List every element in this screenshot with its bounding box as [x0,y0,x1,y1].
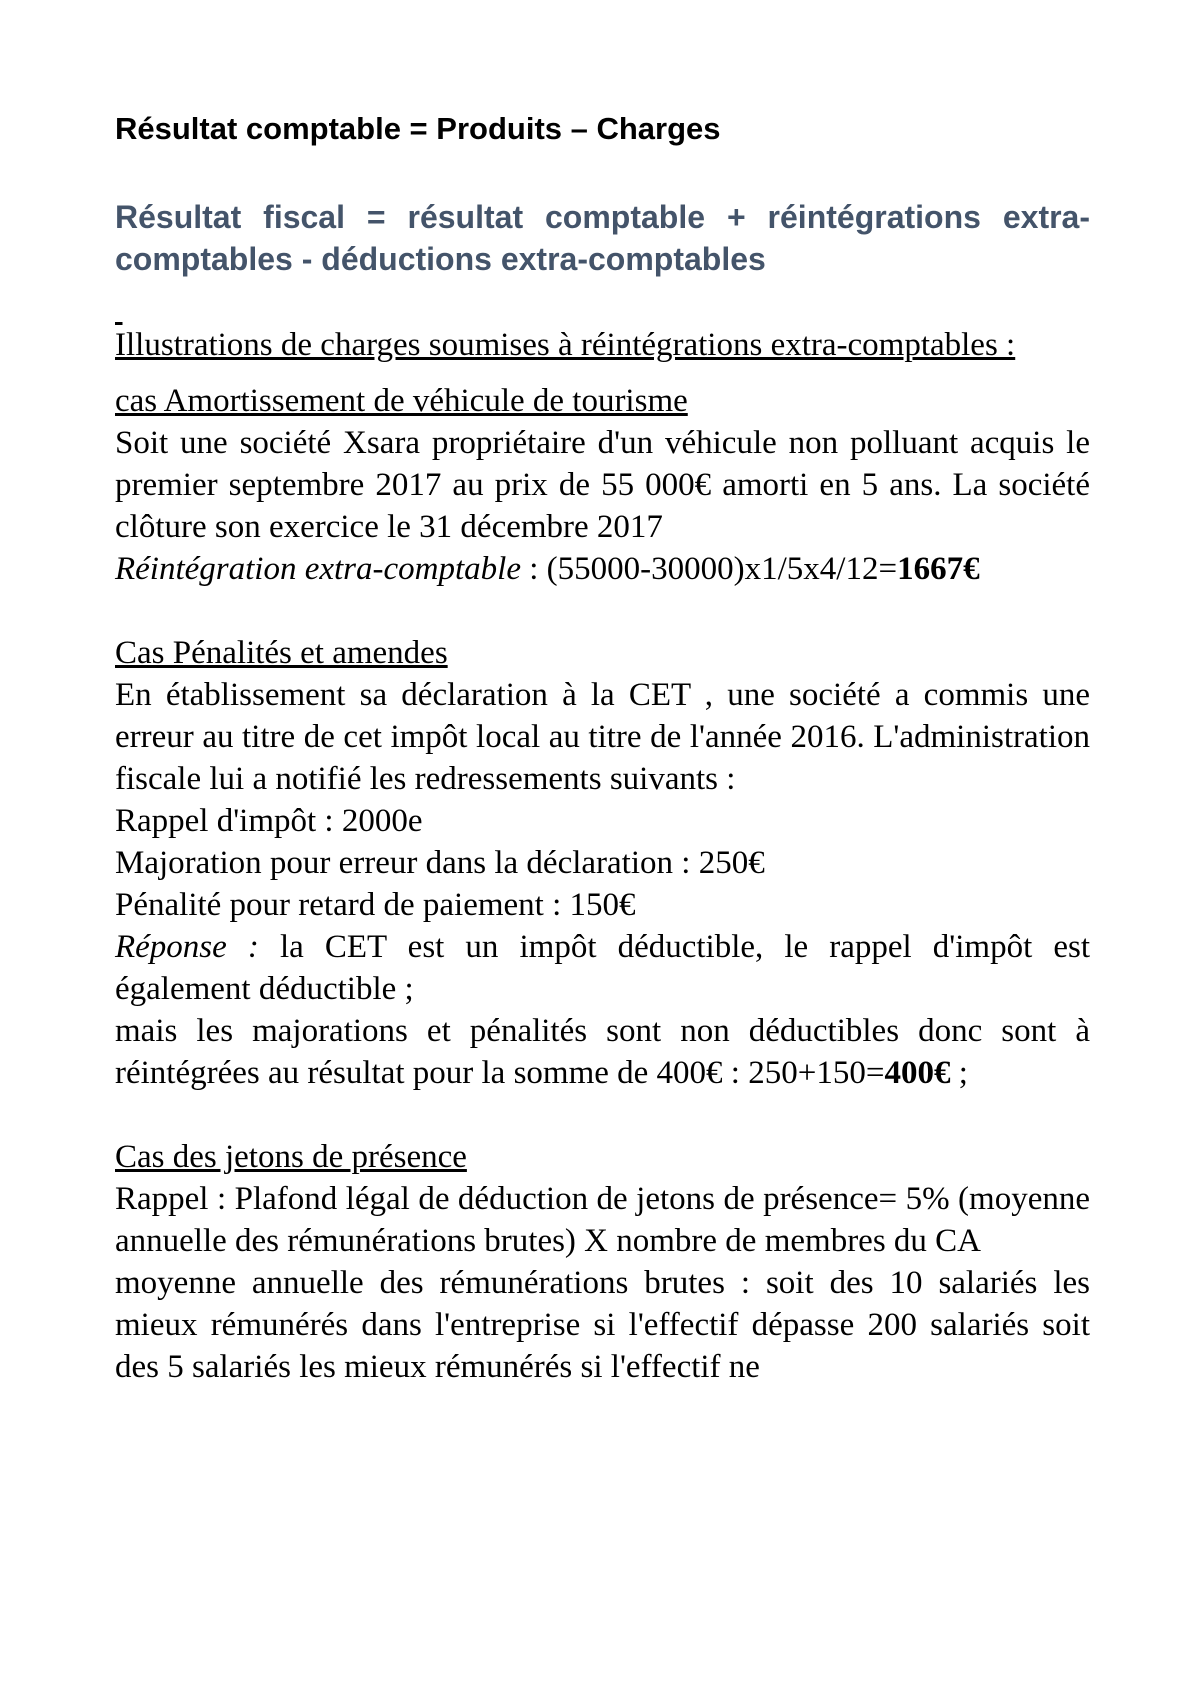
conclusion-end: ; [950,1055,968,1091]
conclusion-paragraph [115,1010,1090,1094]
heading-tax-result: Résultat fiscal = résultat comptable + réintégrations extra-comptables - déductions extra-comptables [115,199,1090,277]
heading-accounting-result: Résultat comptable = Produits – Charges [115,111,721,146]
case-vehicle-section [115,380,1090,590]
attendance-rule-text: Rappel : Plafond légal de déduction de jetons de présence= 5% (moyenne annuelle des rémunérations brutes) X nombre de membres du CA [115,1181,1090,1259]
answer-label: Réponse : [115,929,259,965]
conclusion-result: 400€ [884,1055,951,1091]
document-page [115,108,1090,1388]
tax-recall-line: Rappel d'impôt : 2000e [115,803,423,839]
case-penalties-section [115,632,1090,1094]
calculation-label: Réintégration extra-comptable [115,551,521,587]
intro-text: Illustrations de charges soumises à réintégrations extra-comptables : [115,327,1016,363]
case-penalties-title: Cas Pénalités et amendes [115,635,448,671]
calculation-result: 1667€ [897,551,980,587]
case-vehicle-text: Soit une société Xsara propriétaire d'un véhicule non polluant acquis le premier septembre 2017 au prix de 55 000€ amorti en 5 ans. La société clôture son exercice le 31 décembre 2017 [115,425,1090,545]
case-attendance-title: Cas des jetons de présence [115,1139,467,1175]
case-attendance-section [115,1136,1090,1388]
answer-paragraph [115,926,1090,1010]
case-penalties-text: En établissement sa déclaration à la CET , une société a commis une erreur au titre de cet impôt local au titre de l'année 2016. L'administration fiscale lui a notifié les redressements suivants : [115,677,1090,797]
late-penalty-line: Pénalité pour retard de paiement : 150€ [115,887,636,923]
surcharge-line: Majoration pour erreur dans la déclaration : 250€ [115,845,765,881]
answer-text: la CET est un impôt déductible, le rappel d'impôt est également déductible ; [115,929,1090,1007]
calculation-formula: : (55000-30000)x1/5x4/12= [520,551,898,587]
blank-underlined-line [115,298,1090,324]
case-vehicle-title: cas Amortissement de véhicule de tourisme [115,383,688,419]
conclusion-text: mais les majorations et pénalités sont non déductibles donc sont à réintégrées au résultat pour la somme de 400€ : 250+150= [115,1013,1090,1091]
case-vehicle-calculation [115,548,1090,590]
attendance-average-text: moyenne annuelle des rémunérations brutes : soit des 10 salariés les mieux rémunérés dans l'entreprise si l'effectif dépasse 200 salariés soit des 5 salariés les mieux rémunérés si l'effectif ne [115,1265,1090,1385]
